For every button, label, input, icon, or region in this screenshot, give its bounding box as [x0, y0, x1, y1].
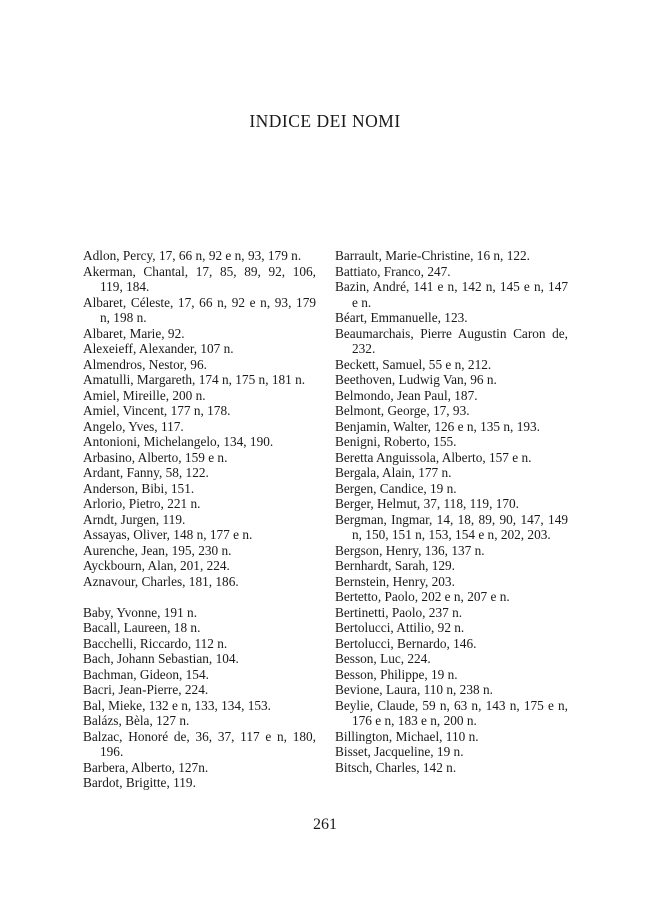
index-entry: Amiel, Vincent, 177 n, 178.: [83, 403, 231, 418]
index-entry: Anderson, Bibi, 151.: [83, 480, 195, 496]
index-entry: Bevione, Laura, 110 n, 238 n.: [335, 682, 493, 697]
index-entry: Baby, Yvonne, 191 n.: [83, 604, 198, 620]
index-entry: Benigni, Roberto, 155.: [335, 434, 457, 449]
index-entry: Bardot, Brigitte, 119.: [83, 775, 196, 790]
index-entry: Bachman, Gideon, 154.: [83, 666, 209, 682]
index-entry: Amiel, Mireille, 200 n.: [83, 387, 206, 403]
index-entry: Bisset, Jacqueline, 19 n.: [335, 744, 464, 759]
index-entry: Adlon, Percy, 17, 66 n, 92 e n, 93, 179 n.: [83, 248, 302, 263]
index-entry: Almendros, Nestor, 96.: [83, 356, 207, 372]
index-entry: Balázs, Bèla, 127 n.: [83, 713, 190, 728]
index-entry: Bergala, Alain, 177 n.: [335, 465, 452, 480]
index-entry: Billington, Michael, 110 n.: [335, 728, 479, 744]
page-number: 261: [313, 816, 337, 833]
index-entry: Barrault, Marie-Christine, 16 n, 122.: [335, 248, 530, 263]
index-entry: Ardant, Fanny, 58, 122.: [83, 465, 209, 480]
index-entry: Assayas, Oliver, 148 n, 177 e n.: [83, 527, 253, 542]
index-entry: Beretta Anguissola, Alberto, 157 e n.: [335, 449, 532, 465]
index-entry: Beethoven, Ludwig Van, 96 n.: [335, 372, 497, 387]
index-entry: Bertetto, Paolo, 202 e n, 207 e n.: [335, 589, 510, 604]
index-entry: Barbera, Alberto, 127n.: [83, 759, 209, 775]
index-entry: Bal, Mieke, 132 e n, 133, 134, 153.: [83, 697, 271, 713]
index-entry: Bergman, Ingmar, 14, 18, 89, 90, 147, 149 n, 150, 151 n, 153, 154 e n, 202, 203.: [335, 511, 568, 542]
index-entry: Aurenche, Jean, 195, 230 n.: [83, 542, 232, 558]
index-entry: Béart, Emmanuelle, 123.: [335, 310, 468, 325]
index-entry: Angelo, Yves, 117.: [83, 418, 184, 434]
index-entry: Bernstein, Henry, 203.: [335, 573, 455, 589]
index-entry: Berger, Helmut, 37, 118, 119, 170.: [335, 496, 520, 511]
index-entry: Albaret, Céleste, 17, 66 n, 92 e n, 93, 179 n, 198 n.: [83, 294, 316, 325]
index-entry: Amatulli, Margareth, 174 n, 175 n, 181 n.: [83, 372, 306, 387]
page-title: INDICE DEI NOMI: [249, 111, 401, 131]
index-entry: Bertinetti, Paolo, 237 n.: [335, 604, 463, 620]
index-column-right: [335, 248, 568, 775]
index-entry: Arndt, Jurgen, 119.: [83, 511, 186, 527]
index-entry: Albaret, Marie, 92.: [83, 325, 185, 341]
index-entry: Alexeieff, Alexander, 107 n.: [83, 341, 234, 356]
index-entry: Aznavour, Charles, 181, 186.: [83, 573, 239, 589]
index-entry: Belmont, George, 17, 93.: [335, 403, 470, 418]
index-entry: Bertolucci, Bernardo, 146.: [335, 635, 477, 651]
index-entry: Balzac, Honoré de, 36, 37, 117 e n, 180, 196.: [83, 728, 316, 759]
index-entry: Beaumarchais, Pierre Augustin Caron de, 232.: [335, 325, 568, 356]
index-column-left: [83, 248, 316, 791]
index-entry: Akerman, Chantal, 17, 85, 89, 92, 106, 119, 184.: [83, 263, 316, 294]
index-entry: Bacall, Laureen, 18 n.: [83, 620, 201, 635]
index-entry: Battiato, Franco, 247.: [335, 263, 451, 279]
index-entry: Bitsch, Charles, 142 n.: [335, 759, 457, 775]
letter-group-gap: [83, 589, 316, 605]
index-entry: Arbasino, Alberto, 159 e n.: [83, 449, 228, 465]
index-entry: Besson, Philippe, 19 n.: [335, 666, 458, 682]
index-entry: Ayckbourn, Alan, 201, 224.: [83, 558, 230, 573]
index-entry: Bacri, Jean-Pierre, 224.: [83, 682, 209, 697]
index-entry: Benjamin, Walter, 126 e n, 135 n, 193.: [335, 418, 540, 434]
index-entry: Bernhardt, Sarah, 129.: [335, 558, 456, 573]
index-entry: Bazin, André, 141 e n, 142 n, 145 e n, 147 e n.: [335, 279, 568, 310]
index-entry: Bacchelli, Riccardo, 112 n.: [83, 635, 228, 651]
index-entry: Arlorio, Pietro, 221 n.: [83, 496, 201, 511]
index-entry: Bergen, Candice, 19 n.: [335, 480, 457, 496]
index-entry: Besson, Luc, 224.: [335, 651, 431, 666]
index-entry: Antonioni, Michelangelo, 134, 190.: [83, 434, 274, 449]
index-entry: Beckett, Samuel, 55 e n, 212.: [335, 356, 492, 372]
index-entry: Bach, Johann Sebastian, 104.: [83, 651, 239, 666]
index-entry: Bertolucci, Attilio, 92 n.: [335, 620, 465, 635]
index-entry: Bergson, Henry, 136, 137 n.: [335, 542, 485, 558]
index-entry: Belmondo, Jean Paul, 187.: [335, 387, 478, 403]
index-entry: Beylie, Claude, 59 n, 63 n, 143 n, 175 e n, 176 e n, 183 e n, 200 n.: [335, 697, 568, 728]
